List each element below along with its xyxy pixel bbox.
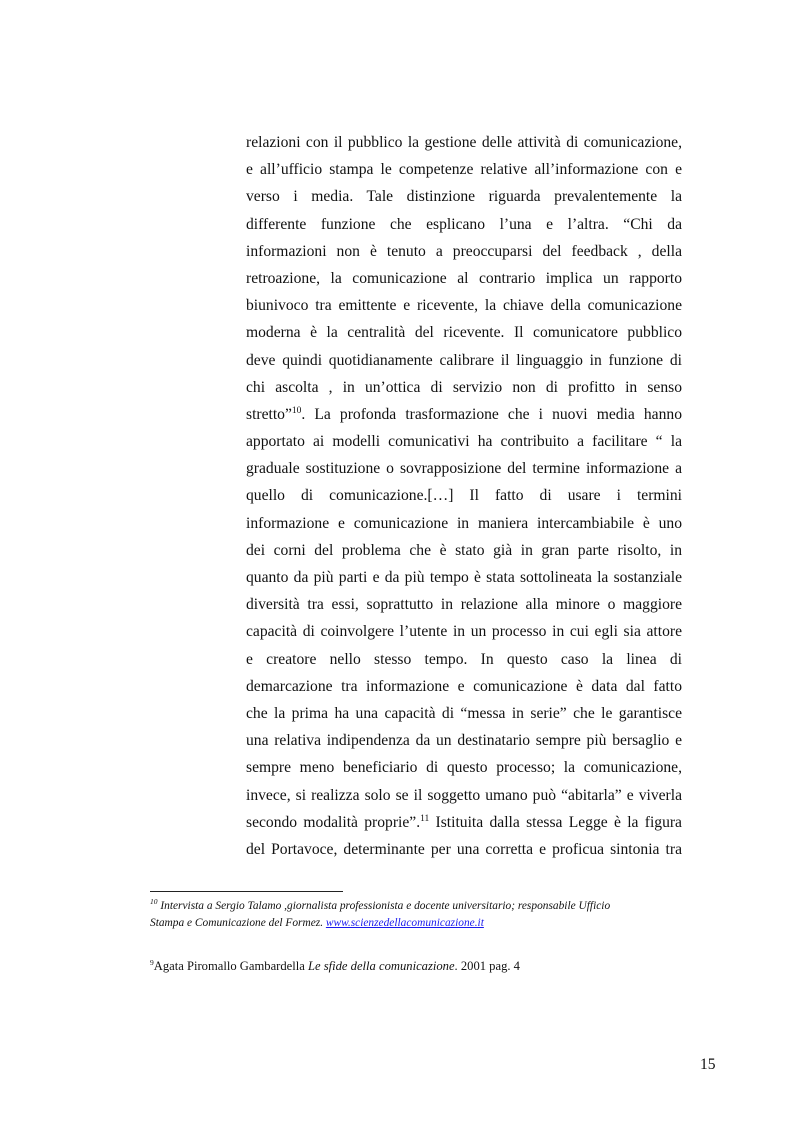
footnote-9-marker: 9: [150, 958, 154, 967]
body-line: diversità tra essi, soprattutto in relazione alla minore o maggiore: [246, 596, 682, 614]
body-line: differente funzione che esplicano l’una e l’altra. “Chi da: [246, 215, 682, 233]
body-line: demarcazione tra informazione e comunicazione è data dal fatto: [246, 677, 682, 695]
body-line: e all’ufficio stampa le competenze relative all’informazione con e: [246, 161, 682, 179]
page-number: 15: [700, 1056, 716, 1073]
body-line: chi ascolta , in un’ottica di servizio non di profitto in senso: [246, 378, 682, 396]
body-line: moderna è la centralità del ricevente. Il comunicatore pubblico: [246, 324, 682, 342]
body-line: [246, 401, 682, 428]
footnote-reference: 11: [420, 813, 430, 824]
body-line: informazioni non è tenuto a preoccuparsi del feedback , della: [246, 242, 682, 260]
body-line: apportato ai modelli comunicativi ha contribuito a facilitare “ la: [246, 433, 682, 451]
body-line: e creatore nello stesso tempo. In questo caso la linea di: [246, 650, 682, 668]
footnote-10-text-line1: Intervista a Sergio Talamo ,giornalista professionista e docente universitario; responsabile Ufficio: [157, 900, 611, 912]
body-line: del Portavoce, determinante per una corretta e proficua sintonia tra: [246, 840, 682, 858]
body-line: verso i media. Tale distinzione riguarda prevalentemente la: [246, 188, 682, 206]
footnote-10-link[interactable]: www.scienzedellacomunicazione.it: [325, 917, 484, 929]
body-line: capacità di coinvolgere l’utente in un processo in cui egli sia attore: [246, 623, 682, 641]
body-line-segment: stretto”: [246, 405, 292, 423]
body-line: che la prima ha una capacità di “messa in serie” che le garantisce: [246, 704, 682, 722]
footnote-10: [150, 898, 695, 932]
body-line-segment: . La profonda trasformazione che i nuovi media hanno: [301, 405, 682, 423]
body-text: [246, 129, 682, 863]
footnote-reference: 10: [291, 405, 302, 416]
footnote-separator: [150, 891, 343, 892]
body-line-segment: Istituita dalla stessa Legge è la figura: [429, 813, 682, 831]
footnote-9-rest: . 2001 pag. 4: [454, 959, 520, 973]
body-line: una relativa indipendenza da un destinatario sempre più bersaglio e: [246, 732, 682, 750]
footnote-10-marker: 10: [150, 897, 158, 906]
body-line: deve quindi quotidianamente calibrare il linguaggio in funzione di: [246, 351, 682, 369]
footnote-10-text-line2: Stampa e Comunicazione del Formez.: [150, 917, 326, 929]
body-line: informazione e comunicazione in maniera intercambiabile è uno: [246, 514, 682, 532]
body-line: quello di comunicazione.[…] Il fatto di usare i termini: [246, 487, 682, 505]
body-line: biunivoco tra emittente e ricevente, la chiave della comunicazione: [246, 297, 682, 315]
body-line: relazioni con il pubblico la gestione delle attività di comunicazione,: [246, 134, 682, 151]
footnote-9: [150, 958, 695, 975]
footnote-9-title: Le sfide della comunicazione: [307, 959, 455, 973]
body-line: quanto da più parti e da più tempo è stata sottolineata la sostanziale: [246, 569, 682, 586]
body-line: retroazione, la comunicazione al contrario implica un rapporto: [246, 269, 682, 287]
body-line: graduale sostituzione o sovrapposizione del termine informazione a: [246, 460, 682, 478]
body-line: sempre meno beneficiario di questo processo; la comunicazione,: [246, 759, 682, 777]
body-line-segment: secondo modalità proprie”.: [246, 813, 421, 831]
body-line: invece, si realizza solo se il soggetto umano può “abitarla” e viverla: [246, 786, 682, 804]
body-line: [246, 809, 682, 836]
body-line: dei corni del problema che è stato già in gran parte risolto, in: [246, 541, 682, 559]
footnote-9-author: Agata Piromallo Gambardella: [153, 959, 308, 973]
